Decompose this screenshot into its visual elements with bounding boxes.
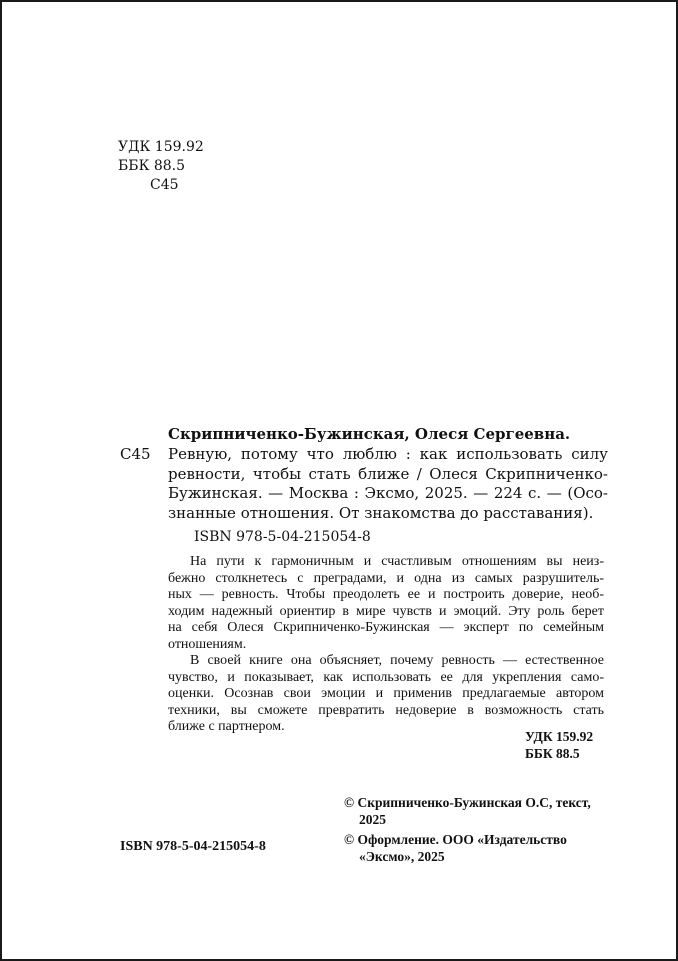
copyright-block <box>344 794 614 865</box>
copyright-text-year: 2025 <box>359 812 386 827</box>
description-line: Бужинская. — Москва : Эксмо, 2025. — 224 с. — (Осо- <box>168 484 608 502</box>
record-isbn: ISBN 978-5-04-215054-8 <box>194 529 371 545</box>
annotation-line: ходим надежный ориентир в мире чувств и эмоций. Эту роль берет <box>168 603 604 619</box>
annotation-line: бежно столкнетесь с преградами, и одна из самых разрушитель- <box>168 570 604 586</box>
copyright-design-publisher: «Эксмо», 2025 <box>359 849 445 864</box>
annotation <box>168 554 604 736</box>
isbn-bottom: ISBN 978-5-04-215054-8 <box>120 839 266 854</box>
udk-code: УДК 159.92 <box>118 139 204 155</box>
classification-codes-top <box>118 138 204 195</box>
description-line: Ревную, потому что люблю : как использовать силу <box>168 445 608 463</box>
bbk-code: ББК 88.5 <box>118 158 186 174</box>
copyright-text-line: © Скрипниченко-Бужинская О.С, текст, <box>344 795 591 810</box>
annotation-line: чувство, и показывает, как использовать ее для укрепления само- <box>168 669 604 685</box>
classification-codes-bottom <box>525 728 593 762</box>
annotation-line: на себя Олеся Скрипниченко-Бужинская — эксперт по семейным <box>168 620 604 635</box>
annotation-line: оценки. Осознав свои эмоции и применив предлагаемые автором <box>168 686 604 701</box>
copyright-design-line: © Оформление. ООО «Издательство <box>344 832 567 847</box>
annotation-line: ближе с партнером. <box>168 719 285 734</box>
record-author-sign: С45 <box>120 445 151 463</box>
annotation-line: На пути к гармоничным и счастливым отношениям вы неиз- <box>190 554 604 569</box>
description-line: знанные отношения. От знакомства до расставания). <box>168 503 594 522</box>
annotation-line: техники, вы сможете превратить недоверие в возможность стать <box>168 702 604 718</box>
description-line: ревности, чтобы стать ближе / Олеся Скрипниченко- <box>168 464 608 483</box>
bbk-code: ББК 88.5 <box>525 746 580 761</box>
record-description <box>168 445 608 523</box>
annotation-line: В своей книге она объясняет, почему ревность — естественное <box>190 653 604 668</box>
author-sign: С45 <box>150 177 179 193</box>
udk-code: УДК 159.92 <box>525 729 594 744</box>
annotation-line: отношениям. <box>168 636 247 652</box>
annotation-line: ных — ревность. Чтобы преодолеть ее и построить доверие, необ- <box>168 587 604 602</box>
record-author: Скрипниченко-Бужинская, Олеся Сергеевна. <box>168 425 571 443</box>
